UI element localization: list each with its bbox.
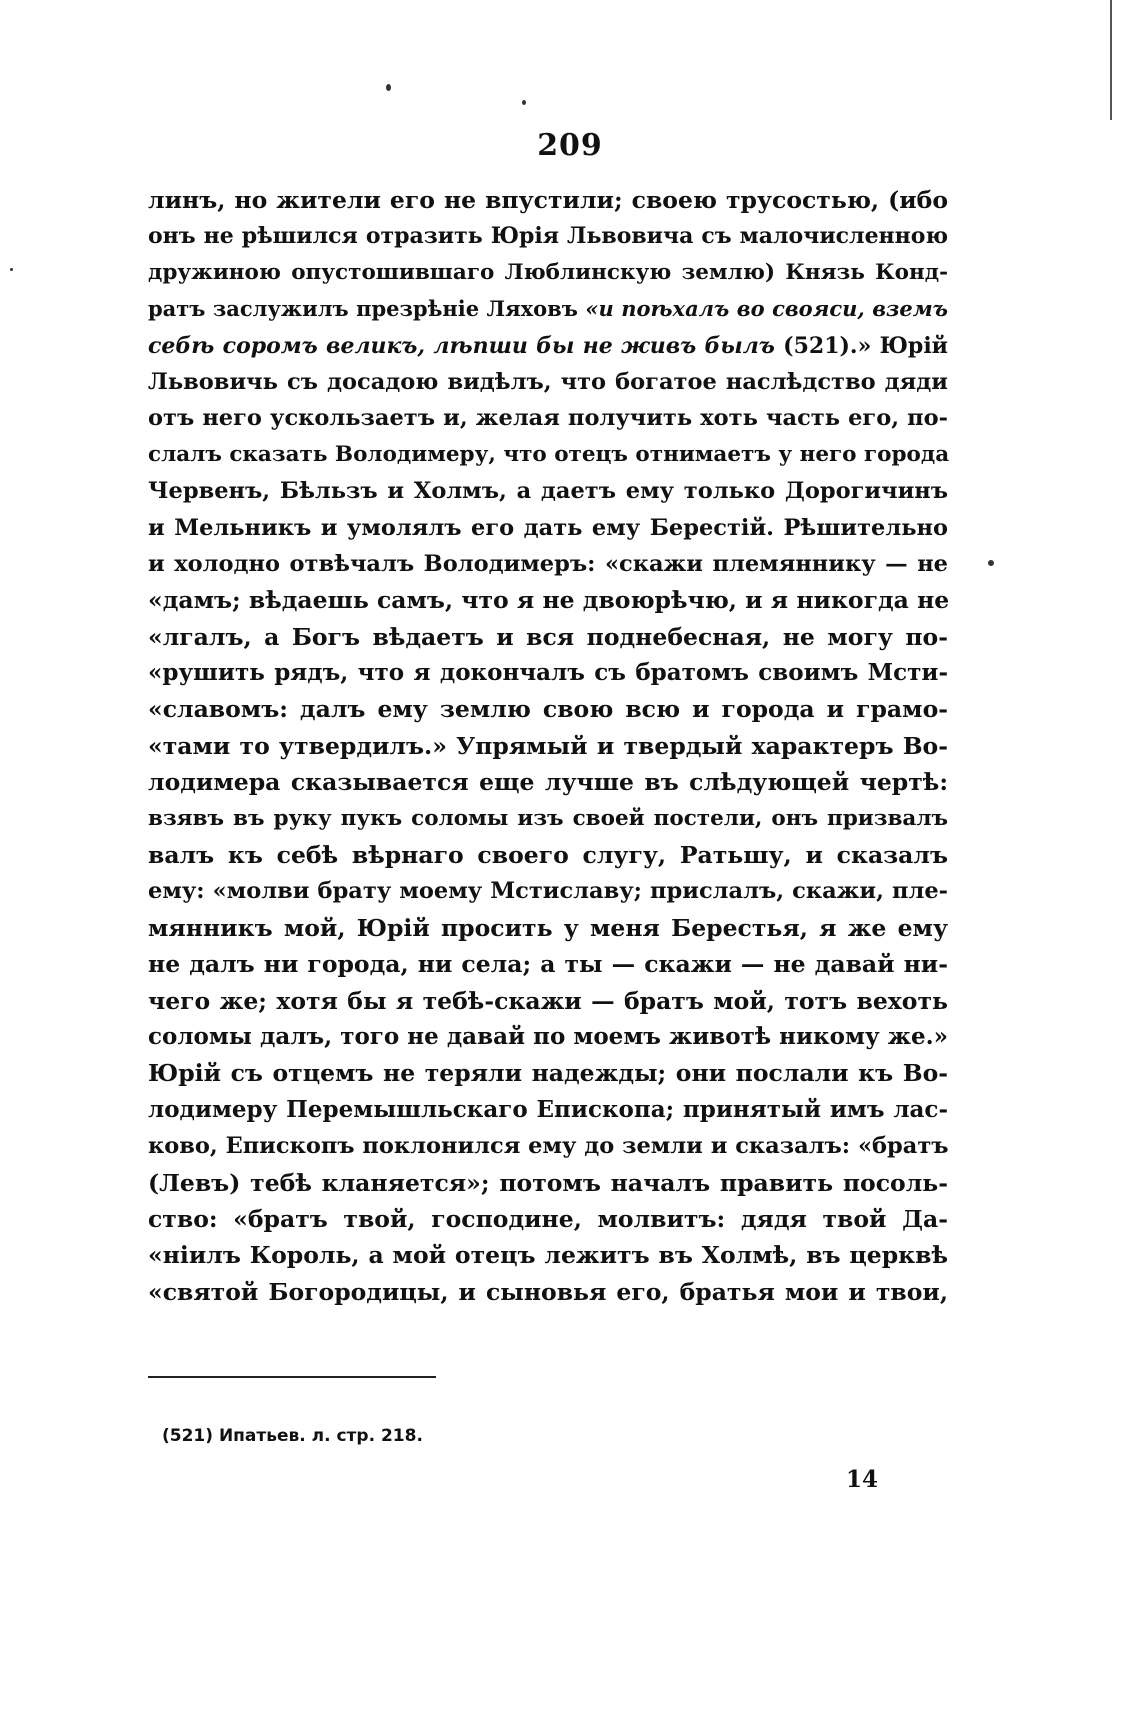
text-line: слалъ сказать Володимеру, что отецъ отнимаетъ у него города: [148, 441, 950, 467]
footnote-reference: (521).» Юрій: [783, 332, 948, 359]
scan-edge-line: [1110, 0, 1112, 120]
text-line: лодимеру Перемышльскаго Епископа; принятый имъ лас-: [148, 1095, 948, 1123]
text-line: мянникъ мой, Юрій просить у меня Берестья, я же ему: [148, 913, 948, 942]
footnote: (521) Ипатьев. л. стр. 218.: [162, 1426, 423, 1446]
page-number: 209: [537, 128, 603, 163]
text-line: лодимера сказывается еще лучше въ слѣдующей чертѣ:: [148, 768, 948, 797]
text-line: чего же; хотя бы я тебѣ-скажи — братъ мой, тотъ вехоть: [148, 986, 948, 1015]
text-line: не далъ ни города, ни села; а ты — скажи — не давай ни-: [148, 950, 948, 979]
text-line: «тами то утвердилъ.» Упрямый и твердый характеръ Во-: [148, 731, 948, 760]
text-line: онъ не рѣшился отразить Юрія Львовича съ малочисленною: [148, 223, 948, 250]
signature-mark: 14: [846, 1466, 879, 1493]
text-line: ство: «братъ твой, господине, молвитъ: дядя твой Да-: [148, 1204, 948, 1233]
text-line: и холодно отвѣчалъ Володимеръ: «скажи племяннику — не: [148, 550, 948, 577]
text-line: дружиною опустошившаго Люблинскую землю) Князь Конд-: [148, 259, 948, 285]
text-line: отъ него ускользаетъ и, желая получить хоть часть его, по-: [148, 405, 948, 432]
footnote-divider: [148, 1376, 436, 1378]
text-line: «славомъ: далъ ему землю свою всю и города и грамо-: [148, 695, 948, 724]
text-line: Юрій съ отцемъ не теряли надежды; они послали къ Во-: [148, 1059, 948, 1088]
text-segment: ратъ заслужилъ презрѣніе Ляховъ: [148, 296, 578, 322]
ink-speck: [522, 100, 526, 105]
text-line-mixed: [148, 291, 948, 327]
text-line: «лгалъ, а Богъ вѣдаетъ и вся поднебесная, не могу по-: [148, 622, 948, 651]
text-line: ково, Епископъ поклонился ему до земли и сказалъ: «братъ: [148, 1133, 949, 1160]
text-line: взявъ въ руку пукъ соломы изъ своей постели, онъ призвалъ: [148, 805, 948, 831]
text-line: Червенъ, Бѣльзъ и Холмъ, а даетъ ему только Дорогичинъ: [148, 478, 948, 505]
italic-quote: себѣ соромъ великъ, лѣпши бы не живъ былъ: [148, 332, 775, 359]
text-line: «дамъ; вѣдаешь самъ, что я не двоюрѣчю, и я никогда не: [148, 586, 950, 615]
body-text: [148, 182, 948, 1310]
text-line: валъ къ себѣ вѣрнаго своего слугу, Ратьшу, и сказалъ: [148, 841, 948, 870]
text-line: и Мельникъ и умолялъ его дать ему Берестій. Рѣшительно: [148, 514, 948, 541]
text-line: (Левъ) тебѣ кланяется»; потомъ началъ править посоль-: [148, 1168, 948, 1197]
text-line: Львовичь съ досадою видѣлъ, что богатое наслѣдство дяди: [148, 368, 948, 395]
text-line: «ніилъ Король, а мой отецъ лежитъ въ Холмѣ, въ церквѣ: [148, 1241, 948, 1270]
text-line: линъ, но жители его не впустили; своею трусостью, (ибо: [148, 186, 948, 214]
ink-speck: [10, 268, 13, 271]
text-line: «святой Богородицы, и сыновья его, братья мои и твои,: [148, 1277, 948, 1306]
text-line: «рушить рядъ, что я докончалъ съ братомъ своимъ Мсти-: [148, 659, 948, 687]
text-line: ему: «молви брату моему Мстиславу; прислалъ, скажи, пле-: [148, 878, 948, 905]
italic-quote: «и поѣхалъ во свояси, вземъ: [585, 296, 948, 322]
ink-speck: [386, 84, 391, 91]
text-line: соломы далъ, того не давай по моемъ животѣ никому же.»: [148, 1022, 948, 1050]
text-line-mixed: [148, 328, 948, 364]
ink-speck: [988, 560, 994, 566]
